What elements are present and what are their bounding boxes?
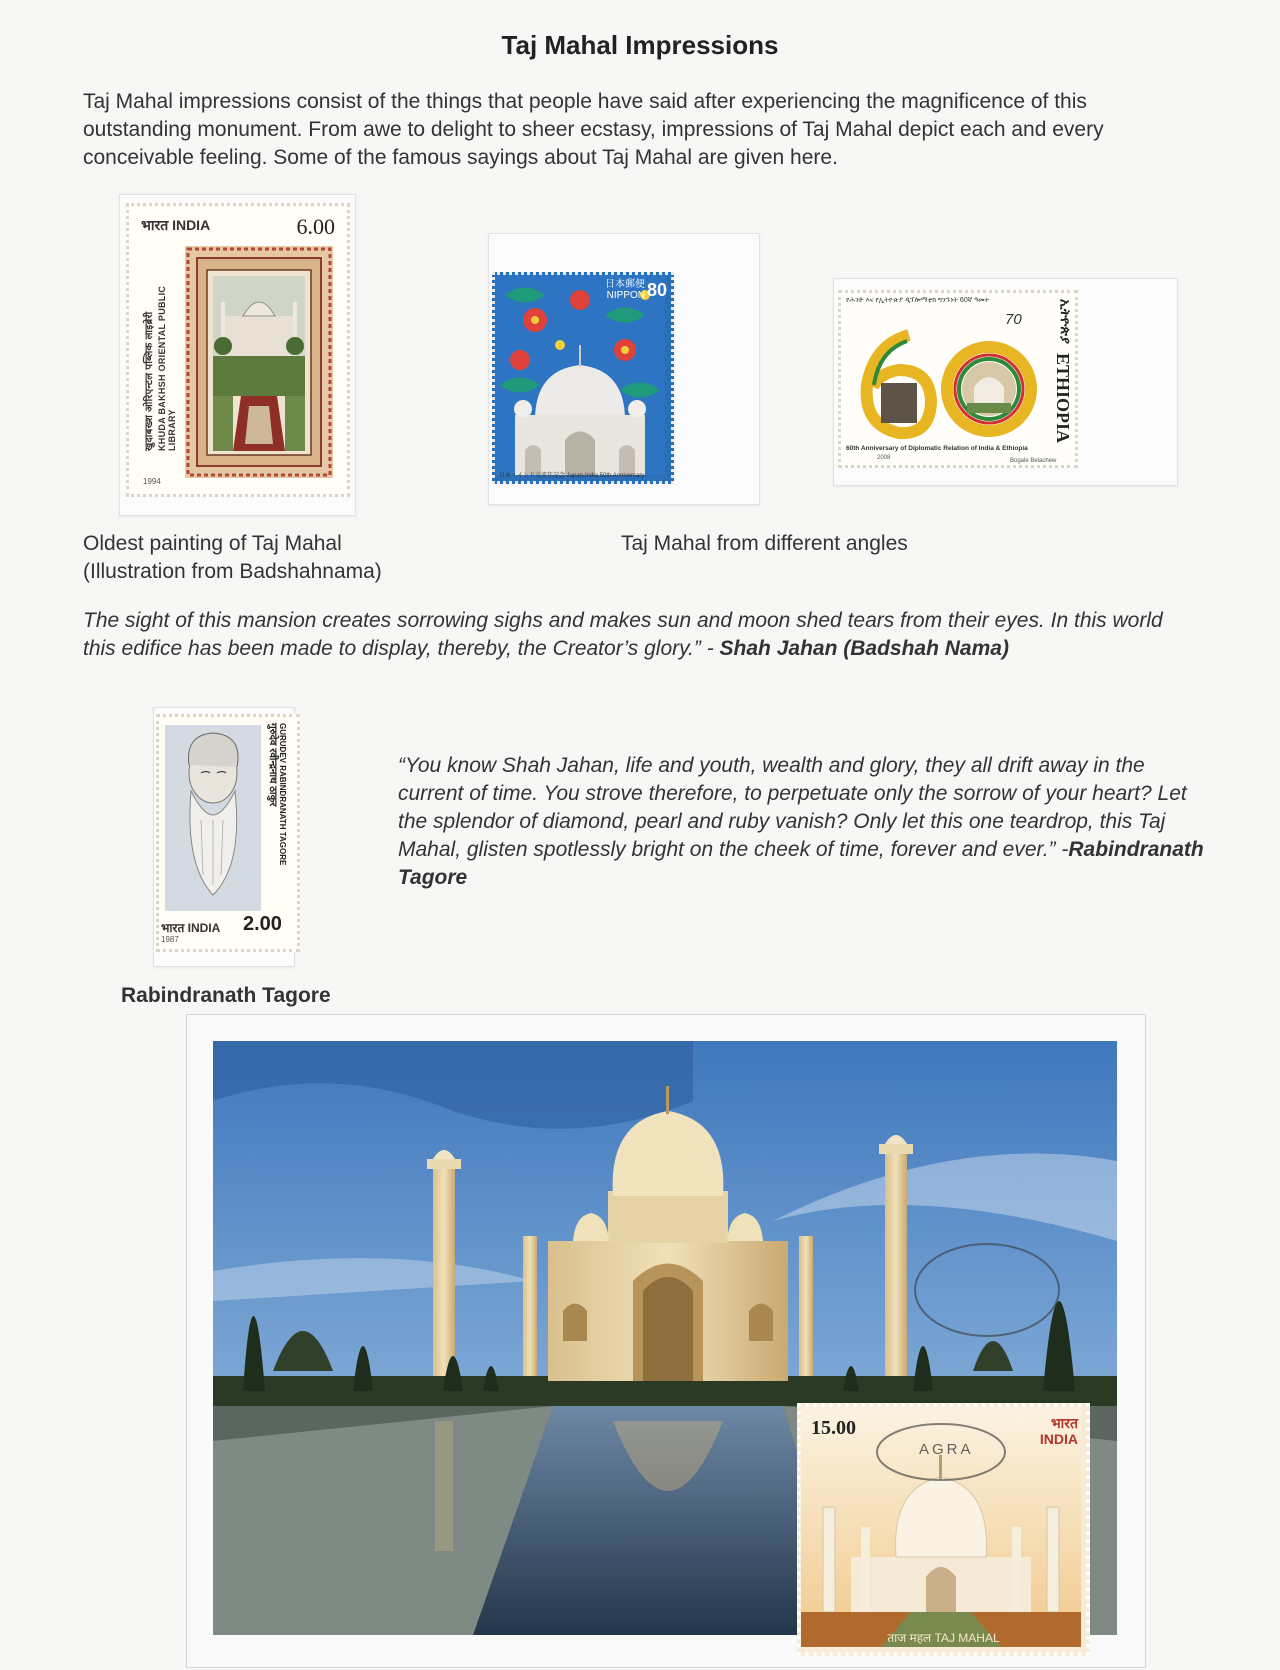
ethiopia-designer: Bogale Belachew bbox=[1010, 458, 1057, 464]
caption-oldest-line2: (Illustration from Badshahnama) bbox=[83, 560, 382, 583]
stamp-india-library bbox=[126, 203, 350, 497]
japan-value: 80 bbox=[646, 280, 667, 300]
tagore-caption: Rabindranath Tagore bbox=[121, 984, 331, 1007]
tagore-country: भारत INDIA bbox=[161, 921, 221, 935]
japan-country: 日本郵便 NIPPON bbox=[605, 279, 645, 301]
stamp-value: 6.00 bbox=[296, 214, 335, 239]
ethiopia-bottom-text: 60th Anniversary of Diplomatic Relation of India & Ethiopia bbox=[846, 445, 1028, 452]
caption-oldest-painting bbox=[83, 530, 382, 586]
ethiopia-country-amharic: ኢትዮጵያ bbox=[1058, 299, 1073, 344]
shah-jahan-quote bbox=[83, 607, 1193, 663]
tagore-quote-text: “You know Shah Jahan, life and youth, wealth and glory, they all drift away in the current of time. You strove therefore, to perpetuate only the sorrow of your heart? Let the splendor of diamond, pearl and ruby vanish? Only let this one teardrop, this Taj Mahal, glisten spotlessly bright on the cheek of time, forever and ever.” - bbox=[398, 754, 1187, 861]
ethiopia-country: ETHIOPIA bbox=[1053, 353, 1073, 444]
tagore-portrait bbox=[165, 725, 261, 911]
stamp-country: भारत INDIA bbox=[141, 217, 211, 233]
stamp-japan bbox=[492, 272, 674, 484]
japan-stamp-art bbox=[495, 275, 665, 475]
taj-stamp-country: भारत INDIA bbox=[1039, 1415, 1078, 1447]
postmark-ring bbox=[907, 1235, 1067, 1345]
ethiopia-year: 2008 bbox=[877, 455, 891, 461]
tagore-value: 2.00 bbox=[243, 913, 282, 935]
tagore-quote bbox=[398, 752, 1208, 892]
ethiopia-value: 70 bbox=[1005, 311, 1022, 328]
ethiopia-top-text: የሕንድ እና የኢትዮጵያ ዲፕሎማቲክ ግንኙነት 60ኛ ዓመት bbox=[846, 297, 990, 304]
tagore-year: 1987 bbox=[161, 935, 179, 944]
stamp-ethiopia bbox=[838, 290, 1078, 468]
stamp-vertical-hindi: खुदाबख्श ओरिएन्टल पब्लिक लाइब्रेरी bbox=[144, 311, 155, 451]
manuscript-painting bbox=[185, 246, 333, 478]
taj-stamp-bottom-text: ताज महल TAJ MAHAL bbox=[887, 1631, 1000, 1645]
japan-bottom-text: 日本・インド交流年記念 Japan-India 50th Anniversary bbox=[499, 473, 645, 479]
tagore-quote-author: Rabindranath Tagore bbox=[398, 838, 1204, 889]
stamp-taj-maxcard bbox=[797, 1403, 1090, 1656]
stamp-year: 1994 bbox=[143, 477, 161, 486]
intro-paragraph: Taj Mahal impressions consist of the things that people have said after experiencing the magnificence of this outstanding monument. From awe to delight to sheer ecstasy, impressions of Taj Mahal depict each and every conceivable feeling. Some of the famous sayings about Taj Mahal are given here. bbox=[83, 90, 1104, 169]
ethiopia-sixty-emblem bbox=[849, 325, 1049, 443]
shah-jahan-quote-text: The sight of this mansion creates sorrowing sighs and makes sun and moon shed tears from their eyes. In this world this edifice has been made to display, thereby, the Creator’s glory.” - bbox=[83, 609, 1163, 660]
tagore-vertical-hindi: गुरुदेव रवीन्द्रनाथ ठाकुर bbox=[267, 723, 278, 807]
caption-different-angles: Taj Mahal from different angles bbox=[621, 532, 908, 555]
maxicard-postcard bbox=[186, 1014, 1146, 1668]
agra-postmark-text: AGRA bbox=[919, 1441, 974, 1458]
stamp-tagore bbox=[156, 714, 300, 952]
shah-jahan-quote-author: Shah Jahan (Badshah Nama) bbox=[719, 637, 1009, 660]
page-title: Taj Mahal Impressions bbox=[501, 30, 779, 60]
stamp-vertical-english: KHUDA BAKHSH ORIENTAL PUBLIC LIBRARY bbox=[157, 285, 177, 451]
tagore-vertical-english: GURUDEV RABINDRANATH TAGORE bbox=[278, 723, 287, 866]
taj-stamp-value: 15.00 bbox=[811, 1417, 856, 1439]
caption-oldest-line1: Oldest painting of Taj Mahal bbox=[83, 532, 342, 555]
